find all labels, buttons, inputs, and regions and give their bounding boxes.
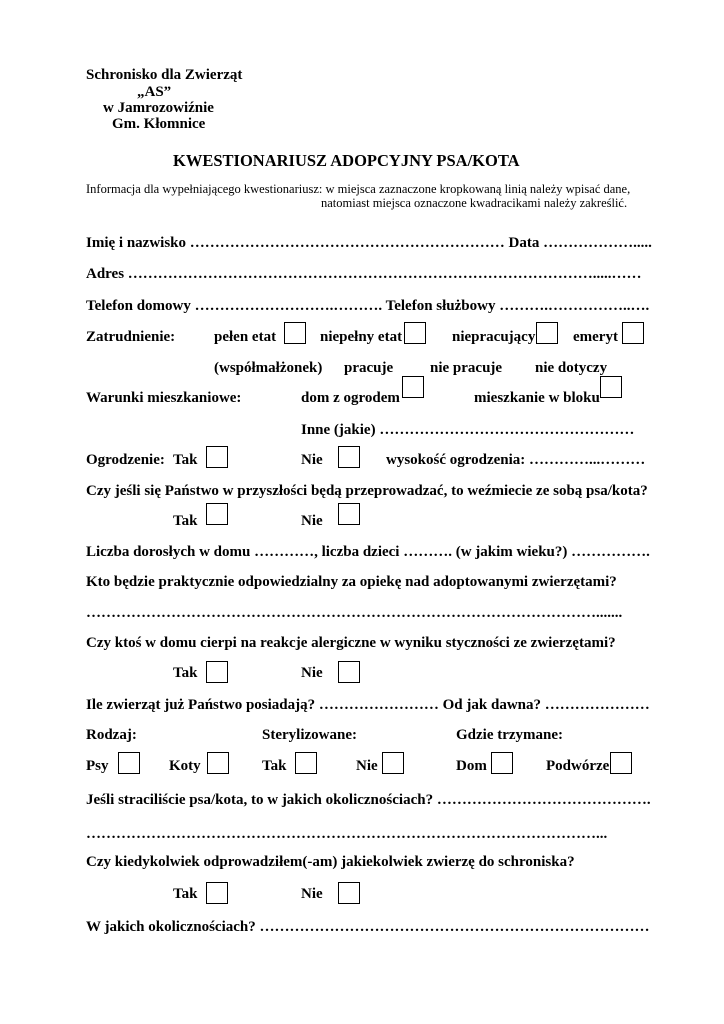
shelter-name: Schronisko dla Zwierząt — [86, 67, 243, 83]
shelter-question: Czy kiedykolwiek odprowadziłem(-am) jakiekolwiek zwierzę do schroniska? — [86, 854, 575, 870]
fence-no-label: Nie — [301, 452, 323, 468]
housing-flat-label: mieszkanie w bloku — [474, 390, 600, 406]
responsible-answer-line[interactable]: …………………………………………………………………………………………....... — [86, 605, 623, 621]
address-field[interactable]: Adres ………………………………………………………………………………….....…… — [86, 266, 642, 282]
spouse-works-option[interactable]: pracuje — [344, 360, 394, 376]
allergy-question: Czy ktoś w domu cierpi na reakcje alergiczne w wyniku styczności ze zwierzętami? — [86, 635, 616, 651]
dogs-label: Psy — [86, 758, 109, 774]
phone-field[interactable]: Telefon domowy ……………………….………. Telefon służbowy ……….……………..…. — [86, 298, 650, 314]
employment-none-checkbox[interactable] — [536, 322, 558, 344]
spouse-na-option[interactable]: nie dotyczy — [535, 360, 608, 376]
kept-home-checkbox[interactable] — [491, 752, 513, 774]
allergy-no-checkbox[interactable] — [338, 661, 360, 683]
circumstances-field[interactable]: W jakich okolicznościach? …………………………………………………………………… — [86, 919, 650, 935]
moving-yes-checkbox[interactable] — [206, 503, 228, 525]
employment-label: Zatrudnienie: — [86, 329, 176, 345]
fence-no-checkbox[interactable] — [338, 446, 360, 468]
allergy-yes-label: Tak — [173, 665, 198, 681]
shelter-yes-label: Tak — [173, 886, 198, 902]
housing-label: Warunki mieszkaniowe: — [86, 390, 242, 406]
cats-checkbox[interactable] — [207, 752, 229, 774]
housing-other-field[interactable]: Inne (jakie) …………………………………………… — [301, 422, 635, 438]
employment-full-label: pełen etat — [214, 329, 277, 345]
spouse-notworks-option[interactable]: nie pracuje — [430, 360, 503, 376]
employment-part-label: niepełny etat — [320, 329, 403, 345]
name-date-field[interactable]: Imię i nazwisko ……………………………………………………… Data ………………..... — [86, 235, 652, 251]
housing-flat-checkbox[interactable] — [600, 376, 622, 398]
housing-house-label: dom z ogrodem — [301, 390, 400, 406]
kept-home-label: Dom — [456, 758, 487, 774]
sterilized-label: Sterylizowane: — [262, 727, 357, 743]
dogs-checkbox[interactable] — [118, 752, 140, 774]
lost-field[interactable]: Jeśli straciliście psa/kota, to w jakich okolicznościach? ……………………………………. — [86, 792, 651, 808]
employment-none-label: niepracujący — [452, 329, 536, 345]
fence-height-field[interactable]: wysokość ogrodzenia: …………...……… — [386, 452, 646, 468]
allergy-no-label: Nie — [301, 665, 323, 681]
shelter-brand: „AS” — [137, 84, 172, 100]
shelter-no-label: Nie — [301, 886, 323, 902]
sterilized-yes-checkbox[interactable] — [295, 752, 317, 774]
kept-yard-checkbox[interactable] — [610, 752, 632, 774]
household-field[interactable]: Liczba dorosłych w domu …………, liczba dzieci ………. (w jakim wieku?) ……………. — [86, 544, 650, 560]
kept-label: Gdzie trzymane: — [456, 727, 564, 743]
moving-yes-label: Tak — [173, 513, 198, 529]
employment-full-checkbox[interactable] — [284, 322, 306, 344]
shelter-no-checkbox[interactable] — [338, 882, 360, 904]
employment-retired-checkbox[interactable] — [622, 322, 644, 344]
moving-no-checkbox[interactable] — [338, 503, 360, 525]
shelter-location: w Jamrozowiźnie — [103, 100, 214, 116]
fence-label: Ogrodzenie: — [86, 452, 165, 468]
lost-answer-line[interactable]: …………………………………………………………………………………………... — [86, 826, 608, 842]
spouse-label: (współmałżonek) — [214, 360, 323, 376]
responsible-question: Kto będzie praktycznie odpowiedzialny za opiekę nad adoptowanymi zwierzętami? — [86, 574, 617, 590]
shelter-commune: Gm. Kłomnice — [112, 116, 206, 132]
sterilized-yes-label: Tak — [262, 758, 287, 774]
kind-label: Rodzaj: — [86, 727, 137, 743]
sterilized-no-checkbox[interactable] — [382, 752, 404, 774]
moving-no-label: Nie — [301, 513, 323, 529]
allergy-yes-checkbox[interactable] — [206, 661, 228, 683]
employment-retired-label: emeryt — [573, 329, 618, 345]
kept-yard-label: Podwórze — [546, 758, 610, 774]
fence-yes-checkbox[interactable] — [206, 446, 228, 468]
fence-yes-label: Tak — [173, 452, 198, 468]
shelter-yes-checkbox[interactable] — [206, 882, 228, 904]
page-title: KWESTIONARIUSZ ADOPCYJNY PSA/KOTA — [173, 151, 520, 170]
employment-part-checkbox[interactable] — [404, 322, 426, 344]
housing-house-checkbox[interactable] — [402, 376, 424, 398]
sterilized-no-label: Nie — [356, 758, 378, 774]
pets-count-field[interactable]: Ile zwierząt już Państwo posiadają? …………………… Od jak dawna? ………………… — [86, 697, 650, 713]
moving-question: Czy jeśli się Państwo w przyszłości będą przeprowadzać, to weźmiecie ze sobą psa/kota? — [86, 483, 648, 499]
info-line-2: natomiast miejsca oznaczone kwadracikami należy zakreślić. — [321, 196, 628, 210]
cats-label: Koty — [169, 758, 201, 774]
info-line-1: Informacja dla wypełniającego kwestionariusz: w miejsca zaznaczone kropkowaną linią należy wpisać dane, — [86, 182, 631, 196]
